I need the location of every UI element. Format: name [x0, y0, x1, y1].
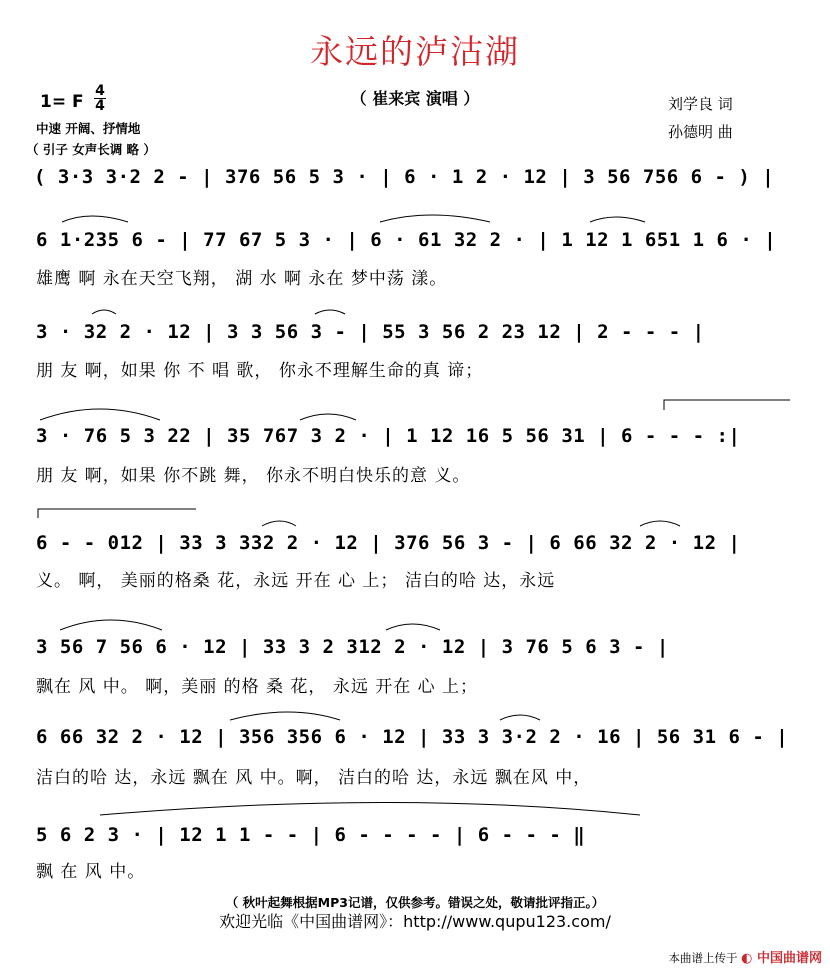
- singer-credit: （ 崔来宾 演唱 ）: [350, 89, 480, 108]
- upload-text: 本曲谱上传于: [668, 951, 738, 965]
- key-signature: 1= F: [40, 92, 84, 112]
- notation-row-7: 6 66 32 2 · 12 | 356 356 6 · 12 | 33 3 3·2 2 · 16 | 56 31 6 - |: [36, 726, 789, 748]
- lyric-row-5: 义。 啊， 美丽的格桑 花，永远 开在 心 上； 洁白的哈 达，永远: [36, 571, 556, 591]
- time-sig-top: 4: [95, 83, 105, 99]
- slur-row6-b: [386, 624, 440, 630]
- notation-row-6: 3 56 7 56 6 · 12 | 33 3 2 312 2 · 12 | 3 76 5 6 3 - |: [36, 636, 669, 658]
- brand-logo-icon: ◐: [741, 951, 753, 966]
- slur-row4-a: [40, 409, 160, 420]
- footer-site-link[interactable]: 欢迎光临《中国曲谱网》：http://www.qupu123.com/: [219, 912, 611, 931]
- upload-credit: [668, 947, 822, 966]
- composer-credit: 孙德明 曲: [668, 123, 733, 141]
- slur-row7-b: [500, 715, 540, 720]
- slur-row3-a: [92, 310, 116, 314]
- footer-note: （ 秋叶起舞根据MP3记谱，仅供参考。错误之处，敬请批评指正。）: [225, 895, 605, 910]
- slur-row5-a: [262, 521, 296, 526]
- slur-row2-b: [380, 215, 490, 222]
- time-sig-bottom: 4: [95, 98, 105, 114]
- slur-row8-a: [100, 803, 640, 816]
- notation-row-2: 6 1·235 6 - | 77 67 5 3 · | 6 · 61 32 2 · | 1 12 1 651 1 6 · |: [36, 229, 777, 251]
- intro-note: （ 引子 女声长调 略 ）: [26, 142, 156, 157]
- lyric-row-6: 飘在 风 中。 啊，美丽 的格 桑 花， 永远 开在 心 上；: [36, 677, 479, 697]
- slur-row4-b: [300, 414, 356, 420]
- volta-bracket-2: [38, 509, 196, 518]
- slur-row7-a: [230, 712, 340, 720]
- slur-row3-b: [315, 310, 345, 314]
- notation-row-3: 3 · 32 2 · 12 | 3 3 56 3 - | 55 3 56 2 23 12 | 2 - - - |: [36, 321, 705, 343]
- lyric-row-7: 洁白的哈 达，永远 飘在 风 中。啊， 洁白的哈 达，永远 飘在风 中，: [36, 768, 592, 788]
- lyricist-credit: 刘学良 词: [668, 95, 733, 113]
- notation-row-1: ( 3·3 3·2 2 - | 376 56 5 3 · | 6 · 1 2 · 12 | 3 56 756 6 - ) |: [34, 166, 775, 188]
- notation-row-4: 3 · 76 5 3 22 | 35 767 3 2 · | 1 12 16 5 56 31 | 6 - - - :|: [36, 425, 741, 447]
- slur-row6-a: [60, 620, 162, 630]
- lyric-row-8: 飘 在 风 中。: [36, 862, 146, 882]
- brand-logo[interactable]: [741, 951, 822, 966]
- page-title: 永远的泸沽湖: [310, 32, 520, 71]
- lyric-row-4: 朋 友 啊，如果 你不跳 舞， 你永不明白快乐的意 义。: [36, 466, 471, 486]
- tempo-marking: 中速 开阔、抒情地: [36, 121, 141, 136]
- notation-row-5: 6 - - 012 | 33 3 332 2 · 12 | 376 56 3 - | 6 66 32 2 · 12 |: [36, 532, 741, 554]
- slur-row2-c: [590, 217, 645, 222]
- volta-bracket-1: [664, 400, 790, 410]
- slur-row2-a: [62, 216, 128, 222]
- brand-name: 中国曲谱网: [756, 951, 822, 966]
- slur-row5-b: [640, 521, 680, 526]
- lyric-row-2: 雄鹰 啊 永在天空飞翔， 湖 水 啊 永在 梦中荡 漾。: [36, 269, 448, 289]
- lyric-row-3: 朋 友 啊，如果 你 不 唱 歌， 你永不理解生命的真 谛；: [36, 361, 484, 381]
- notation-row-8: 5 6 2 3 · | 12 1 1 - - | 6 - - - - | 6 - - - ‖: [36, 824, 586, 846]
